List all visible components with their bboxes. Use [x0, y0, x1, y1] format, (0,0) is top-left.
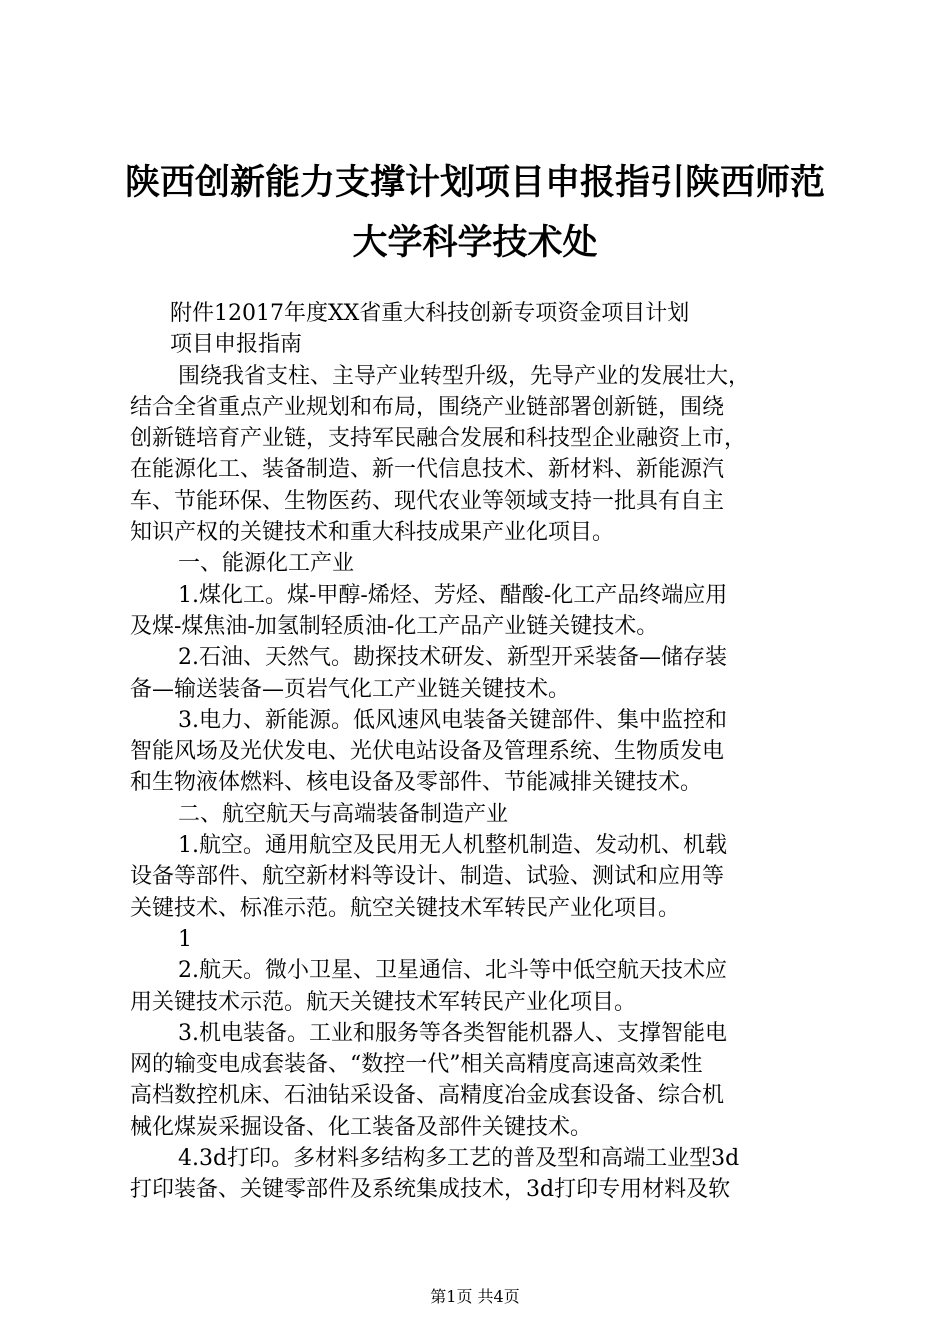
body-line: 二、航空航天与高端装备制造产业: [178, 801, 509, 827]
page-footer: 第1页 共4页: [430, 1287, 520, 1306]
body-line: 4.3d打印。多材料多结构多工艺的普及型和高端工业型3d: [178, 1146, 740, 1172]
document-body: [130, 298, 830, 1206]
body-line: 智能风场及光伏发电、光伏电站设备及管理系统、生物质发电: [130, 739, 725, 765]
body-line: 高档数控机床、石油钻采设备、高精度冶金成套设备、综合机: [130, 1083, 725, 1109]
body-line: 3.电力、新能源。低风速风电装备关键部件、集中监控和: [178, 707, 727, 733]
body-line: 2.航天。微小卫星、卫星通信、北斗等中低空航天技术应: [178, 958, 727, 984]
body-line: 及煤-煤焦油-加氢制轻质油-化工产品产业链关键技术。: [130, 613, 659, 639]
body-line: 关键技术、标准示范。航空关键技术军转民产业化项目。: [130, 895, 681, 921]
body-line: 围绕我省支柱、主导产业转型升级，先导产业的发展壮大，: [178, 363, 751, 389]
body-line: 1.煤化工。煤-甲醇-烯烃、芳烃、醋酸-化工产品终端应用: [178, 582, 728, 608]
body-line: 设备等部件、航空新材料等设计、制造、试验、测试和应用等: [130, 864, 725, 890]
body-line: 2.石油、天然气。勘探技术研发、新型开采装备—储存装: [178, 645, 727, 671]
document-title-line-1: 陕西创新能力支撑计划项目申报指引陕西师范: [124, 163, 825, 203]
body-line: 备—输送装备—页岩气化工产业链关键技术。: [130, 676, 571, 702]
body-line: 在能源化工、装备制造、新一代信息技术、新材料、新能源汽: [130, 457, 725, 483]
body-line: 用关键技术示范。航天关键技术军转民产业化项目。: [130, 989, 637, 1015]
document-title-line-2: 大学科学技术处: [352, 223, 598, 263]
body-line: 一、能源化工产业: [178, 551, 355, 577]
body-line: 1: [178, 926, 192, 952]
body-line: 械化煤炭采掘设备、化工装备及部件关键技术。: [130, 1114, 593, 1140]
body-line: 结合全省重点产业规划和布局，围绕产业链部署创新链，围绕: [130, 394, 725, 420]
body-line: 创新链培育产业链，支持军民融合发展和科技型企业融资上市，: [130, 426, 747, 452]
body-line: 打印装备、关键零部件及系统集成技术，3d打印专用材料及软: [130, 1177, 731, 1203]
body-line: 附件12017年度XX省重大科技创新专项资金项目计划: [170, 301, 690, 326]
body-line: 知识产权的关键技术和重大科技成果产业化项目。: [130, 520, 615, 546]
body-line: 1.航空。通用航空及民用无人机整机制造、发动机、机载: [178, 833, 727, 859]
body-line: 3.机电装备。工业和服务等各类智能机器人、支撑智能电: [178, 1020, 727, 1046]
body-line: 项目申报指南: [170, 332, 303, 358]
body-line: 车、节能环保、生物医药、现代农业等领域支持一批具有自主: [130, 488, 725, 514]
body-line: 网的输变电成套装备、“数控一代”相关高精度高速高效柔性: [130, 1052, 703, 1078]
body-line: 和生物液体燃料、核电设备及零部件、节能减排关键技术。: [130, 770, 703, 796]
